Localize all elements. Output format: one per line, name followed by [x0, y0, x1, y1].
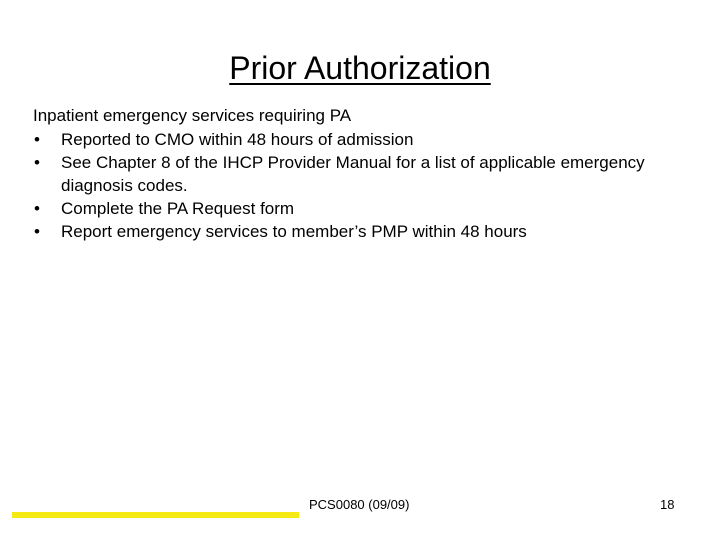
bullet-list	[33, 128, 693, 243]
slide-title	[0, 48, 720, 88]
bullet-item	[33, 220, 693, 243]
slide-body	[33, 104, 693, 243]
bullet-icon: •	[34, 153, 40, 172]
bullet-text: Complete the PA Request form	[61, 199, 295, 218]
bullet-text: Report emergency services to member’s PMP within 48 hours	[61, 222, 527, 241]
bullet-item	[33, 128, 693, 151]
bullet-icon: •	[34, 130, 40, 149]
page-number: 18	[660, 497, 675, 512]
bullet-icon: •	[34, 222, 40, 241]
bullet-text: See Chapter 8 of the IHCP Provider Manual for a list of applicable emergency diagnosis codes.	[61, 153, 645, 195]
bullet-icon: •	[34, 199, 40, 218]
footer-code: PCS0080 (09/09)	[309, 497, 410, 512]
intro-text: Inpatient emergency services requiring PA	[33, 106, 352, 125]
slide-title-text: Prior Authorization	[229, 50, 491, 86]
accent-bar	[12, 512, 299, 518]
bullet-item	[33, 197, 693, 220]
bullet-text: Reported to CMO within 48 hours of admission	[61, 130, 414, 149]
bullet-item	[33, 151, 693, 197]
